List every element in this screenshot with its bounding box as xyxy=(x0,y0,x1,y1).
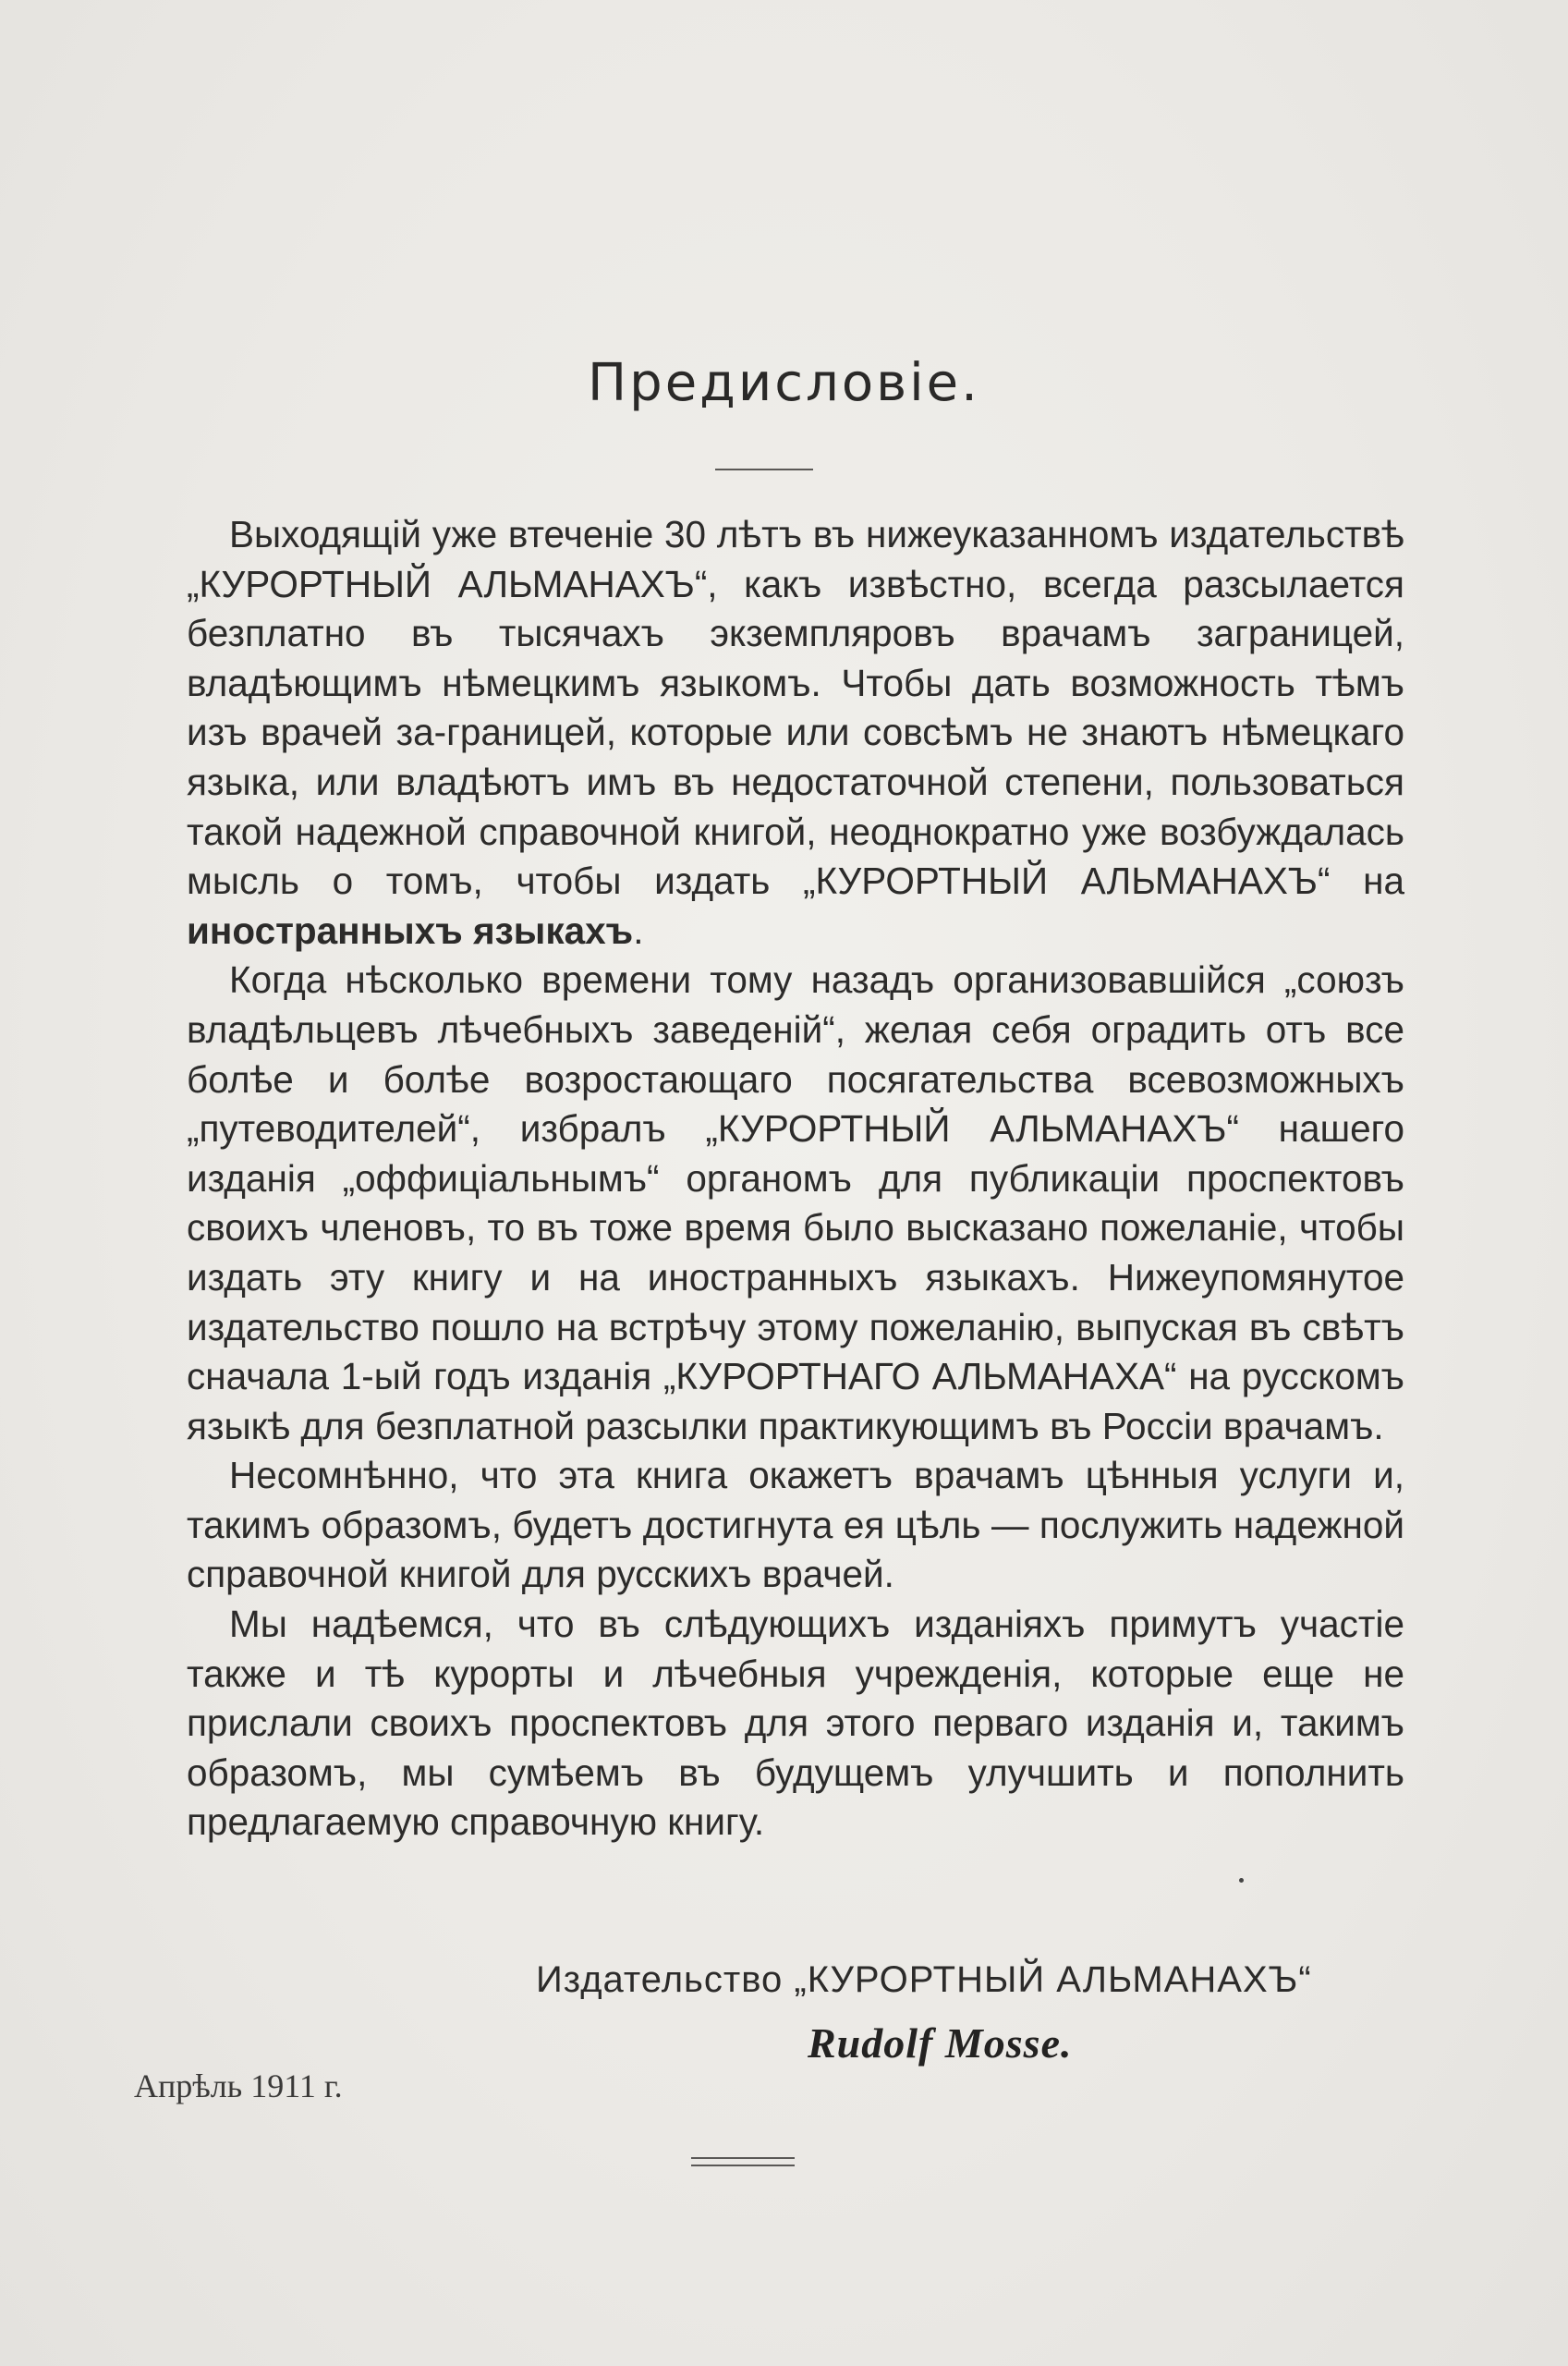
paragraph-2: Когда нѣсколько времени тому назадъ организовавшійся „союзъ владѣльцевъ лѣчебныхъ заведеній“, желая себя оградить отъ все болѣе и болѣе возростающаго посягательства всевозможныхъ „путеводителей“, избралъ „КУРОРТНЫЙ АЛЬМАНАХЪ“ нашего изданія „оффиціальнымъ“ органомъ для публикаціи проспектовъ своихъ членовъ, то въ тоже время было высказано пожеланіе, чтобы издать эту книгу и на иностранныхъ языкахъ. Нижеупомянутое издательство пошло на встрѣчу этому пожеланію, выпуская въ свѣтъ сначала 1-ый годъ изданія „КУРОРТНАГО АЛЬМАНАХА“ на русскомъ языкѣ для безплатной разсылки практикующимъ въ Россіи врачамъ. xyxy=(187,958,1404,1447)
paragraph-1-end: . xyxy=(633,909,644,952)
paragraph-1 xyxy=(187,510,1404,956)
signature: Rudolf Mosse. xyxy=(808,2019,1073,2067)
paragraph-1-text: Выходящій уже втеченіе 30 лѣтъ въ нижеуказанномъ издательствѣ „КУРОРТНЫЙ АЛЬМАНАХЪ“, какъ извѣстно, всегда разсылается безплатно въ тысячахъ экземпляровъ врачамъ заграницей, владѣющимъ нѣмецкимъ языкомъ. Чтобы дать возможность тѣмъ изъ врачей за-границей, которые или совсѣмъ не знаютъ нѣмецкаго языка, или владѣютъ имъ въ недостаточной степени, пользоваться такой надежной справочной книгой, неоднократно уже возбуждалась мысль о томъ, чтобы издать „КУРОРТНЫЙ АЛЬМАНАХЪ“ на xyxy=(187,513,1404,903)
page-title: Предисловіе. xyxy=(588,353,980,413)
paragraph-1-bold: иностранныхъ языкахъ xyxy=(187,909,634,952)
preface-body xyxy=(187,510,1404,1848)
title-underline xyxy=(715,469,813,470)
paragraph-3: Несомнѣнно, что эта книга окажетъ врачамъ цѣнныя услуги и, такимъ образомъ, будетъ достигнута ея цѣль — послужить надежной справочной книгой для русскихъ врачей. xyxy=(187,1454,1404,1596)
paragraph-4: Мы надѣемся, что въ слѣдующихъ изданіяхъ примутъ участіе также и тѣ курорты и лѣчебныя учрежденія, которые еще не прислали своихъ проспектовъ для этого перваго изданія и, такимъ образомъ, мы сумѣемъ въ будущемъ улучшить и пополнить предлагаемую справочную книгу. xyxy=(187,1603,1404,1844)
bottom-rule-lower xyxy=(691,2165,795,2166)
publisher-line: Издательство „КУРОРТНЫЙ АЛЬМАНАХЪ“ xyxy=(536,1959,1312,2000)
ink-speck xyxy=(1239,1878,1244,1883)
bottom-rule-upper xyxy=(691,2157,795,2159)
date-line: Апрѣль 1911 г. xyxy=(134,2067,343,2104)
